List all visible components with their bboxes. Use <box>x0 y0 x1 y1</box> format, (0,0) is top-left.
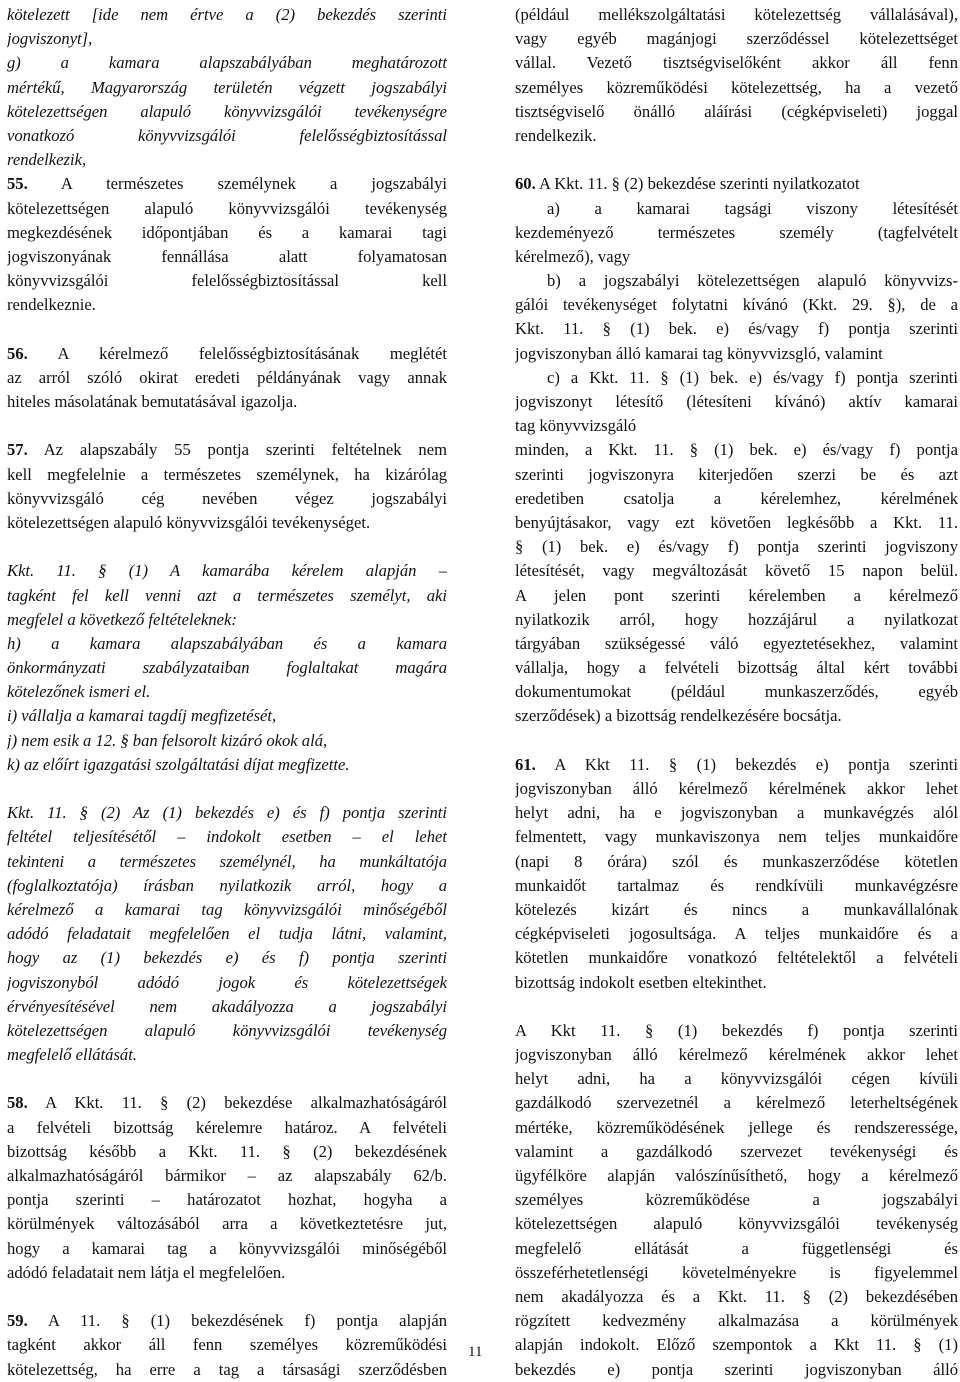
text-line <box>515 971 958 995</box>
line-text: megkezdésének időpontjában és a kamarai tagi <box>7 222 447 242</box>
text-line <box>515 317 958 341</box>
line-text: rendelkeznie. <box>7 295 96 315</box>
text-line <box>515 414 958 438</box>
text-line <box>7 1212 447 1236</box>
text-line <box>7 1019 447 1043</box>
line-text: A Kkt. 11. § (2) bekezdése szerinti nyilatkozatot <box>538 174 860 194</box>
line-text: cégképviseleti jogosultsága. A teljes munkaidőre és a <box>515 924 958 944</box>
line-text: jogviszonyban álló kérelmező kérelmének akkor lehet <box>515 1045 958 1065</box>
text-line <box>515 1261 958 1285</box>
text-line <box>515 1285 958 1309</box>
line-text: vonatkozó könyvvizsgálói felelősségbiztosítással <box>7 125 447 145</box>
text-line <box>7 801 447 825</box>
line-text: gazdálkodó szervezetnél a kérelmező leterheltségének <box>515 1093 958 1113</box>
line-text: kötelezettségen alapuló könyvvizsgálói tevékenység <box>7 198 447 218</box>
line-text: önkormányzati szabályzataiban foglaltakat magára <box>7 658 447 678</box>
line-text: b) a jogszabályi kötelezettségen alapuló könyvvizs- <box>547 271 958 291</box>
paragraph-gap <box>515 995 958 1019</box>
text-line <box>7 946 447 970</box>
text-line <box>515 608 958 632</box>
line-text: A Kkt 11. § (1) bekezdés e) pontja szerinti <box>554 754 958 774</box>
line-text: A 11. § (1) bekezdésének f) pontja alapján <box>47 1311 447 1331</box>
section-number: 59. <box>7 1311 28 1331</box>
text-line <box>7 293 447 317</box>
text-line <box>515 584 958 608</box>
line-text: kötelezés kizárt és nincs a munkavállalónak <box>515 899 958 919</box>
text-line <box>515 390 958 414</box>
line-text: k) az előírt igazgatási szolgáltatási díjat megfizette. <box>7 754 350 774</box>
text-line <box>7 1309 447 1333</box>
text-line <box>515 922 958 946</box>
text-line <box>7 511 447 535</box>
line-text: könyvvizsgáló cég nevében végez jogszabályi <box>7 488 447 508</box>
text-line <box>7 221 447 245</box>
text-line <box>515 777 958 801</box>
paragraph-gap <box>7 1285 447 1309</box>
text-line <box>7 3 447 27</box>
text-line <box>7 390 447 414</box>
text-line <box>515 366 958 390</box>
text-line <box>515 898 958 922</box>
line-text: kötelezettségen alapuló könyvvizsgálói tevékenységre <box>7 101 447 121</box>
line-text: g) a kamara alapszabályában meghatározott <box>7 53 447 73</box>
line-text: kötelezettségen alapuló könyvvizsgálói tevékenységet. <box>7 512 371 532</box>
line-text: nem akadályozza és a Kkt. 11. § (2) bekezdésében <box>515 1286 958 1306</box>
text-line <box>7 1261 447 1285</box>
text-line <box>7 124 447 148</box>
line-text: hogy a kamarai tag a könyvvizsgálói minőségéből <box>7 1238 447 1258</box>
line-text: megfelelő ellátását. <box>7 1045 137 1065</box>
text-line <box>7 729 447 753</box>
line-text: a felvételi bizottság kérelemre határoz. A felvételi <box>7 1117 447 1137</box>
line-text: hiteles másolatának bemutatásával igazolja. <box>7 392 298 411</box>
line-text: rendelkezik, <box>7 150 87 170</box>
text-line <box>515 1091 958 1115</box>
text-line <box>515 1116 958 1140</box>
line-text: az arról szóló okirat eredeti példányának vagy annak <box>7 367 447 387</box>
line-text: minden, a Kkt. 11. § (1) bek. e) és/vagy f) pontja <box>515 440 958 460</box>
section-number: 55. <box>7 174 28 194</box>
line-text: érvényesítésével nem akadályozza a jogszabályi <box>7 996 447 1016</box>
paragraph-gap <box>7 414 447 438</box>
line-text: adódó feladatait megfelelően el tudja látni, valamint, <box>7 924 447 944</box>
text-line <box>7 27 447 51</box>
line-text: jogviszonyt], <box>7 29 93 49</box>
text-line <box>515 293 958 317</box>
line-text: jogviszonyt létesítő (létesíteni kívánó) aktív kamarai <box>515 392 958 411</box>
text-line <box>515 124 958 148</box>
text-line <box>515 1333 958 1357</box>
text-line <box>7 584 447 608</box>
text-line <box>7 366 447 390</box>
text-line <box>515 1140 958 1164</box>
line-text: i) vállalja a kamarai tagdíj megfizetését, <box>7 706 277 726</box>
line-text: könyvvizsgálói felelősségbiztosítással kell <box>7 271 447 291</box>
line-text: megfelel a következő feltételeknek: <box>7 609 237 629</box>
text-line <box>515 1309 958 1333</box>
text-line <box>7 1164 447 1188</box>
line-text: A természetes személynek a jogszabályi <box>60 174 447 194</box>
text-line <box>7 245 447 269</box>
text-line <box>515 680 958 704</box>
text-line <box>7 632 447 656</box>
line-text: A jelen pont szerinti kérelemben a kérelmező <box>515 585 958 605</box>
line-text: valamint a gazdálkodó szervezet tevékenységi és <box>515 1141 958 1161</box>
text-line <box>515 438 958 462</box>
line-text: A kérelmező felelősségbiztosításának meglétét <box>57 343 447 363</box>
line-text: bizottság később a Kkt. 11. § (2) bekezdésének <box>7 1141 447 1161</box>
text-line <box>7 342 447 366</box>
text-line <box>7 269 447 293</box>
line-text: (napi 8 órára) szól és munkaszerződése kötetlen <box>515 851 958 871</box>
line-text: tekinteni a természetes személynél, ha munkáltatója <box>7 851 447 871</box>
line-text: Az alapszabály 55 pontja szerinti feltételnek nem <box>43 440 447 460</box>
text-line <box>515 3 958 27</box>
text-line <box>7 1358 447 1382</box>
section-number: 60. <box>515 174 536 194</box>
text-line <box>515 51 958 75</box>
line-text: kérelmező a kamarai tag könyvvizsgálói minőségéből <box>7 899 447 919</box>
line-text: létesítését, vagy megváltozását követő 15 napon belül. <box>515 561 958 581</box>
line-text: nyilatkozik arról, hogy hozzájárul a nyilatkozat <box>515 609 958 629</box>
left-column <box>7 3 447 1382</box>
line-text: hogy az (1) bekezdés e) és f) pontja szerinti <box>7 948 447 968</box>
section-number: 61. <box>515 754 536 774</box>
line-text: munkaidőt tartalmaz és rendkívüli munkavégzésre <box>515 875 958 895</box>
text-line <box>7 1188 447 1212</box>
line-text: rendelkezik. <box>515 125 597 145</box>
text-line <box>7 680 447 704</box>
line-text: jogviszonyból adódó jogok és kötelezettségek <box>7 972 447 992</box>
text-line <box>7 148 447 172</box>
line-text: bizottság indokolt esetben eltekinthet. <box>515 972 767 992</box>
section-number: 57. <box>7 440 28 460</box>
text-line <box>7 850 447 874</box>
text-line <box>515 825 958 849</box>
text-line <box>7 898 447 922</box>
line-text: c) a Kkt. 11. § (1) bek. e) és/vagy f) pontja szerinti <box>547 367 958 387</box>
text-line <box>7 559 447 583</box>
text-line <box>515 874 958 898</box>
line-text: j) nem esik a 12. § ban felsorolt kizáró okok alá, <box>7 730 328 750</box>
paragraph-gap <box>7 1067 447 1091</box>
paragraph-gap <box>7 317 447 341</box>
text-line <box>7 971 447 995</box>
line-text: Kkt. 11. § (2) Az (1) bekezdés e) és f) pontja szerinti <box>7 803 447 823</box>
text-line <box>515 269 958 293</box>
section-number: 58. <box>7 1093 28 1113</box>
line-text: rögzített kedvezmény alkalmazása a körülmények <box>515 1311 958 1331</box>
line-text: alapján indokolt. Előző szempontok a Kkt 11. § (1) <box>515 1335 958 1355</box>
text-line <box>515 850 958 874</box>
line-text: tagként akkor áll fenn személyes közreműködési <box>7 1335 447 1355</box>
line-text: tárgyában szükségessé váló egyeztetésekhez, valamint <box>515 633 958 653</box>
line-text: feltétel teljesítésétől – indokolt esetben – el lehet <box>7 827 447 847</box>
line-text: mértéke, közreműködésének jellege és rendszeressége, <box>515 1117 958 1137</box>
right-column <box>515 3 958 1382</box>
text-line <box>7 995 447 1019</box>
text-line <box>515 27 958 51</box>
line-text: tagként fel kell venni azt a természetes személyt, aki <box>7 585 447 605</box>
text-line <box>7 76 447 100</box>
text-line <box>7 1043 447 1067</box>
text-line <box>7 753 447 777</box>
line-text: eredetiben csatolja a kérelemhez, kérelmének <box>515 488 958 508</box>
text-line <box>515 245 958 269</box>
line-text: gálói tevékenységet folytatni kívánó (Kkt. 29. §), de a <box>515 295 958 315</box>
text-line <box>515 100 958 124</box>
text-line <box>515 753 958 777</box>
paragraph-gap <box>515 148 958 172</box>
line-text: § (1) bek. e) és/vagy f) pontja szerinti jogviszony <box>515 537 958 557</box>
text-line <box>515 704 958 728</box>
text-line <box>7 1333 447 1357</box>
line-text: adódó feladatait nem látja el megfelelően. <box>7 1262 286 1282</box>
line-text: kérelmező), vagy <box>515 246 631 266</box>
line-text: A Kkt. 11. § (2) bekezdése alkalmazhatóságáról <box>45 1093 447 1113</box>
text-line <box>515 1188 958 1212</box>
text-line <box>515 172 958 196</box>
line-text: Kkt. 11. § (1) bek. e) és/vagy f) pontja szerinti <box>515 319 958 339</box>
text-line <box>7 656 447 680</box>
text-line <box>7 463 447 487</box>
line-text: vállal. Vezető tisztségviselőként akkor áll fenn <box>515 53 958 73</box>
text-line <box>515 946 958 970</box>
text-line <box>7 100 447 124</box>
text-line <box>515 1358 958 1382</box>
line-text: h) a kamara alapszabályában és a kamara <box>7 633 447 653</box>
line-text: (például mellékszolgáltatási kötelezettség vállalásával), <box>515 5 958 24</box>
line-text: jogviszonyának fennállása alatt folyamatosan <box>7 246 447 266</box>
line-text: pontja szerinti – határozatot hozhat, hogyha a <box>7 1190 447 1210</box>
line-text: a) a kamarai tagsági viszony létesítését <box>547 198 958 218</box>
line-text: alkalmazhatóságáról bármikor – az alapszabály 62/b. <box>7 1166 447 1185</box>
text-line <box>7 172 447 196</box>
paragraph-gap <box>7 777 447 801</box>
line-text: személyes közreműködési kötelezettség, ha a vezető <box>515 77 958 97</box>
line-text: dokumentumokat (például munkaszerződés, egyéb <box>515 682 958 702</box>
line-text: kötelezettségen alapuló könyvvizsgálói tevékenység <box>515 1214 958 1234</box>
line-text: jogviszonyban álló kamarai tag könyvvizsgló, valamint <box>515 343 883 363</box>
line-text: Kkt. 11. § (1) A kamarába kérelem alapján – <box>7 561 447 581</box>
text-line <box>7 608 447 632</box>
line-text: megfelelő ellátását a függetlenségi és <box>515 1238 958 1258</box>
line-text: körülmények változásából arra a következtetésre jut, <box>7 1214 447 1234</box>
text-line <box>515 1019 958 1043</box>
text-line <box>7 874 447 898</box>
line-text: benyújtásakor, vagy ezt követően legkésőbb a Kkt. 11. <box>515 512 958 532</box>
text-line <box>7 1140 447 1164</box>
text-line <box>515 656 958 680</box>
line-text: személyes közreműködése a jogszabályi <box>515 1190 958 1210</box>
text-line <box>515 221 958 245</box>
text-line <box>7 1116 447 1140</box>
line-text: ügyfélköre alapján valószínűsíthető, hogy a kérelmező <box>515 1166 958 1185</box>
text-line <box>515 76 958 100</box>
text-line <box>515 1043 958 1067</box>
text-line <box>515 801 958 825</box>
text-line <box>515 1164 958 1188</box>
text-line <box>7 1237 447 1261</box>
text-line <box>515 1237 958 1261</box>
line-text: kötelezőnek ismeri el. <box>7 682 151 702</box>
line-text: kötetlen munkaidőre vonatkozó feltételektől a felvételi <box>515 948 958 968</box>
page-number: 11 <box>468 1344 483 1360</box>
line-text: vagy egyéb magánjogi szerződéssel kötelezettséget <box>515 29 958 49</box>
text-line <box>515 197 958 221</box>
line-text: kötelezettség, ha erre a tag a társasági szerződésben <box>7 1359 447 1379</box>
line-text: kötelezett [ide nem értve a (2) bekezdés szerinti <box>7 5 447 24</box>
line-text: helyt adni, ha a könyvvizsgálói cégen kívüli <box>515 1069 958 1089</box>
text-line <box>515 342 958 366</box>
paragraph-gap <box>7 535 447 559</box>
line-text: vállalja, hogy a felvételi bizottság által kért további <box>515 658 958 678</box>
line-text: kell megfelelnie a természetes személynek, ha kizárólag <box>7 464 447 484</box>
text-line <box>7 922 447 946</box>
line-text: kezdeményező természetes személy (tagfelvételt <box>515 222 958 242</box>
line-text: mértékű, Magyarország területén végzett jogszabályi <box>7 77 447 97</box>
text-line <box>515 535 958 559</box>
line-text: helyt adni, ha e jogviszonyban a munkavégzés alól <box>515 803 958 823</box>
line-text: kötelezettségen alapuló könyvvizsgálói tevékenység <box>7 1020 447 1040</box>
paragraph-gap <box>515 729 958 753</box>
text-line <box>515 487 958 511</box>
text-line <box>515 463 958 487</box>
text-line <box>515 1212 958 1236</box>
text-line <box>7 51 447 75</box>
text-line <box>515 632 958 656</box>
line-text: bekezdés e) pontja szerinti jogviszonyban álló <box>515 1359 958 1379</box>
text-line <box>515 559 958 583</box>
line-text: tisztségviselő önálló aláírási (cégképviseleti) joggal <box>515 101 958 121</box>
text-line <box>515 1067 958 1091</box>
line-text: szerinti jogviszonyra kiterjedően szerzi be és azt <box>515 464 958 484</box>
section-number: 56. <box>7 343 28 363</box>
line-text: összeférhetetlenségi követelményekre is figyelemmel <box>515 1262 958 1282</box>
text-line <box>7 825 447 849</box>
line-text: szerződések) a bizottság rendelkezésére bocsátja. <box>515 706 842 726</box>
text-line <box>7 487 447 511</box>
text-line <box>7 197 447 221</box>
line-text: tag könyvvizsgáló <box>515 416 637 436</box>
text-line <box>7 1091 447 1115</box>
line-text: A Kkt 11. § (1) bekezdés f) pontja szerinti <box>515 1020 958 1040</box>
line-text: felmentett, vagy munkaviszonya nem teljes munkaidőre <box>515 827 958 847</box>
line-text: jogviszonyban álló kérelmező kérelmének akkor lehet <box>515 779 958 798</box>
text-line <box>7 704 447 728</box>
text-line <box>7 438 447 462</box>
line-text: (foglalkoztatója) írásban nyilatkozik arról, hogy a <box>7 875 447 895</box>
text-line <box>515 511 958 535</box>
